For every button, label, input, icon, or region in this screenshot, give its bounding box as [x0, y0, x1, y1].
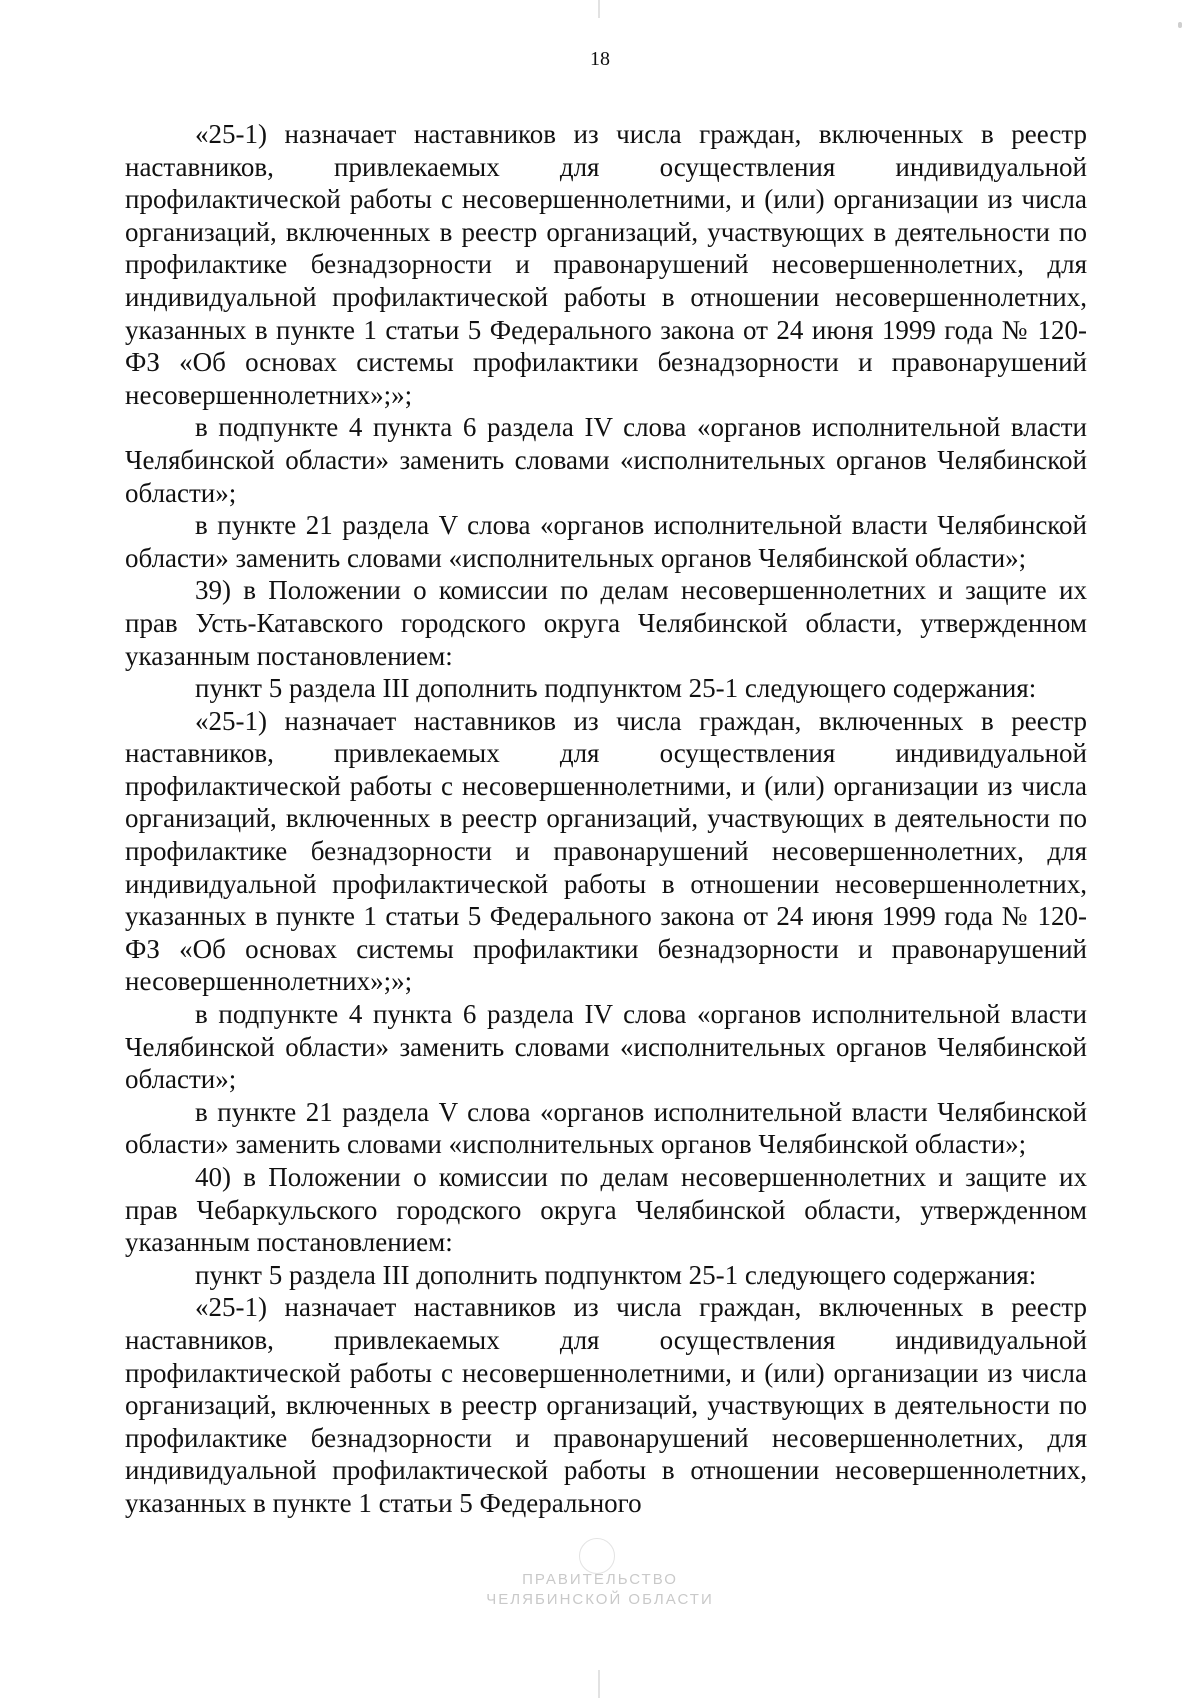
- paragraph-mentor-appointment-3: «25-1) назначает наставников из числа граждан, включенных в реестр наставников, привлекаемых для осуществления индивидуальной профилактической работы с несовершеннолетними, и (или) организации из числа организаций, включенных в реестр организаций, участвующих в деятельности по профилактике безнадзорности и правонарушений несовершеннолетних, для индивидуальной профилактической работы в отношении несовершеннолетних, указанных в пункте 1 статьи 5 Федерального: [125, 1292, 1087, 1518]
- watermark-line-1: ПРАВИТЕЛЬСТВО: [522, 1571, 678, 1588]
- paragraph-supplement-point-5-1: пункт 5 раздела III дополнить подпунктом 25-1 следующего содержания:: [195, 673, 1037, 704]
- paragraph-item-40: 40) в Положении о комиссии по делам несовершеннолетних и защите их прав Чебаркульского городского округа Челябинской области, утвержденном указанным постановлением:: [125, 1162, 1087, 1258]
- paragraph-amend-point-21-1: в пункте 21 раздела V слова «органов исполнительной власти Челябинской области» заменить словами «исполнительных органов Челябинской области»;: [125, 510, 1087, 573]
- document-body: [125, 118, 1087, 1520]
- scan-artifact: [598, 0, 600, 18]
- paragraph-amend-point-21-2: в пункте 21 раздела V слова «органов исполнительной власти Челябинской области» заменить словами «исполнительных органов Челябинской области»;: [125, 1096, 1087, 1160]
- page-number: 18: [590, 48, 610, 70]
- watermark-line-2: ЧЕЛЯБИНСКОЙ ОБЛАСТИ: [486, 1591, 714, 1608]
- paragraph-mentor-appointment-1: «25-1) назначает наставников из числа граждан, включенных в реестр наставников, привлекаемых для осуществления индивидуальной профилактической работы с несовершеннолетними, и (или) организации из числа организаций, включенных в реестр организаций, участвующих в деятельности по профилактике безнадзорности и правонарушений несовершеннолетних, для индивидуальной профилактической работы в отношении несовершеннолетних, указанных в пункте 1 статьи 5 Федерального закона от 24 июня 1999 года № 120-ФЗ «Об основах системы профилактики безнадзорности и правонарушений несовершеннолетних»;»;: [125, 119, 1087, 410]
- watermark-seal-icon: [579, 1538, 615, 1574]
- paragraph-amend-subparagraph-4-2: в подпункте 4 пункта 6 раздела IV слова «органов исполнительной власти Челябинской области» заменить словами «исполнительных органов Челябинской области»;: [125, 999, 1087, 1095]
- scan-artifact: [598, 1670, 600, 1698]
- watermark-stamp: [0, 1570, 1200, 1610]
- paragraph-supplement-point-5-2: пункт 5 раздела III дополнить подпунктом 25-1 следующего содержания:: [195, 1259, 1037, 1290]
- paragraph-mentor-appointment-2: «25-1) назначает наставников из числа граждан, включенных в реестр наставников, привлекаемых для осуществления индивидуальной профилактической работы с несовершеннолетними, и (или) организации из числа организаций, включенных в реестр организаций, участвующих в деятельности по профилактике безнадзорности и правонарушений несовершеннолетних, для индивидуальной профилактической работы в отношении несовершеннолетних, указанных в пункте 1 статьи 5 Федерального закона от 24 июня 1999 года № 120-ФЗ «Об основах системы профилактики безнадзорности и правонарушений несовершеннолетних»;»;: [125, 705, 1087, 997]
- scan-artifact: [1178, 22, 1182, 28]
- paragraph-item-39: 39) в Положении о комиссии по делам несовершеннолетних и защите их прав Усть-Катавского городского округа Челябинской области, утвержденном указанным постановлением:: [125, 575, 1087, 671]
- paragraph-amend-subparagraph-4-1: в подпункте 4 пункта 6 раздела IV слова «органов исполнительной власти Челябинской области» заменить словами «исполнительных органов Челябинской области»;: [125, 412, 1087, 508]
